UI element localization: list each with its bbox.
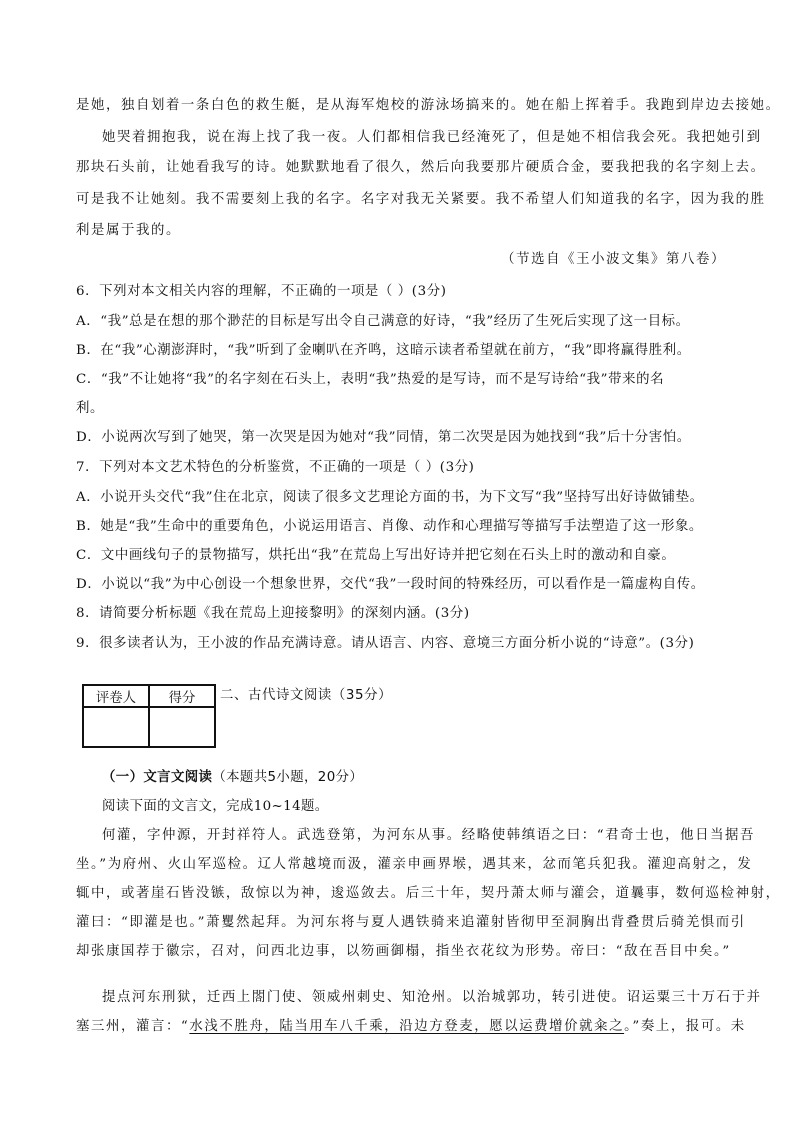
classical-line-with-underline [76, 1017, 746, 1037]
story-line: 那块石头前，让她看我写的诗。她默默地看了很久，然后向我要那片硬质合金，要我把我的名字刻上去。 [76, 160, 766, 175]
instruction: 阅读下面的文言文，完成10~14题。 [102, 799, 329, 814]
section-2-title: 二、古代诗文阅读（35分） [220, 688, 393, 703]
classical-line: 却张康国荐于徽宗，召对，问西北边事，以笏画御榻，指坐衣花纹为形势。帝曰：“敌在吾目中矣。” [76, 944, 731, 959]
subsection-info: （本题共5小题，20分） [212, 770, 364, 785]
story-line: 利是属于我的。 [76, 223, 181, 238]
story-line: 是她，独自划着一条白色的救生艇，是从海军炮校的游泳场搞来的。她在船上挥着手。我跑到岸边去接她。 [76, 98, 781, 113]
question-8: 8．请简要分析标题《我在荒岛上迎接黎明》的深刻内涵。(3分) [76, 606, 470, 621]
story-line: 她哭着拥抱我，说在海上找了我一夜。人们都相信我已经淹死了，但是她不相信我会死。我把她引到 [102, 130, 762, 145]
question-9: 9．很多读者认为，王小波的作品充满诗意。请从语言、内容、意境三方面分析小说的“诗意”。(3分) [76, 636, 695, 651]
score-header: 得分 [149, 685, 215, 707]
q6-option-b: B．在“我”心潮澎湃时，“我”听到了金喇叭在齐鸣，这暗示读者希望就在前方，“我”即将赢得胜利。 [76, 343, 691, 358]
q7-option-a: A．小说开头交代“我”住在北京，阅读了很多文艺理论方面的书，为下文写“我”坚持写出好诗做铺垫。 [76, 490, 704, 505]
q7-option-d: D．小说以“我”为中心创设一个想象世界，交代“我”一段时间的特殊经历，可以看作是一篇虚构自传。 [76, 577, 705, 592]
q6-option-d: D．小说两次写到了她哭，第一次哭是因为她对“我”同情，第二次哭是因为她找到“我”后十分害怕。 [76, 430, 691, 445]
q6-option-a: A．“我”总是在想的那个渺茫的目标是写出令自己满意的好诗，“我”经历了生死后实现了这一目标。 [76, 314, 690, 329]
score-table [82, 684, 216, 748]
story-line: 可是我不让她刻。我不需要刻上我的名字。名字对我无关紧要。我不希望人们知道我的名字，因为我的胜 [76, 192, 766, 207]
question-7: 7．下列对本文艺术特色的分析鉴赏，不正确的一项是（ ）(3分) [76, 460, 475, 475]
classical-line: 辄中，或著崖石皆没镞，敌惊以为神，逡巡敛去。后三十年，契丹萧太师与灌会，道曩事，数何巡检神射， [76, 886, 781, 901]
q6-option-c-cont: 利。 [76, 401, 104, 416]
classical-line: 提点河东刑狱，迁西上閤门使、领威州刺史、知沧州。以治城郭功，转引进使。诏运粟三十万石于并 [102, 990, 762, 1005]
classical-line: 灌曰：“即灌是也。”萧矍然起拜。为河东将与夏人遇铁骑来追灌射皆彻甲至洞胸出背叠贯后骑羌惧而引 [76, 915, 746, 930]
classical-line: 何灌，字仲源，开封祥符人。武选登第，为河东从事。经略使韩缜语之曰：“君奇士也，他日当据吾 [102, 828, 756, 843]
subsection-title [102, 766, 363, 785]
q7-option-b: B．她是“我”生命中的重要角色，小说运用语言、肖像、动作和心理描写等描写手法塑造了这一形象。 [76, 519, 703, 534]
score-cell[interactable] [149, 707, 215, 747]
grader-cell[interactable] [83, 707, 149, 747]
subsection-label: （一）文言文阅读 [102, 770, 213, 785]
q6-option-c: C．“我”不让她将“我”的名字刻在石头上，表明“我”热爱的是写诗，而不是写诗给“我”带来的名 [76, 372, 665, 387]
underlined-sentence: 水浅不胜舟，陆当用车八千乘，沿边方登麦，愿以运费增价就籴之 [189, 1019, 625, 1034]
grader-header: 评卷人 [83, 685, 149, 707]
q7-option-c: C．文中画线句子的景物描写，烘托出“我”在荒岛上写出好诗并把它刻在石头上时的激动和自豪。 [76, 548, 676, 563]
text-segment: 。”奏上，报可。未 [624, 1019, 746, 1034]
source-citation: （节选自《王小波文集》第八卷） [501, 252, 726, 267]
question-6: 6．下列对本文相关内容的理解，不正确的一项是（ ）(3分) [76, 284, 447, 299]
classical-line: 坐。”为府州、火山军巡检。辽人常越境而汲，灌亲申画界堠，遇其来，忿而笔兵犯我。灌迎高射之，发 [76, 857, 753, 872]
text-segment: 塞三州，灌言：“ [76, 1019, 190, 1034]
